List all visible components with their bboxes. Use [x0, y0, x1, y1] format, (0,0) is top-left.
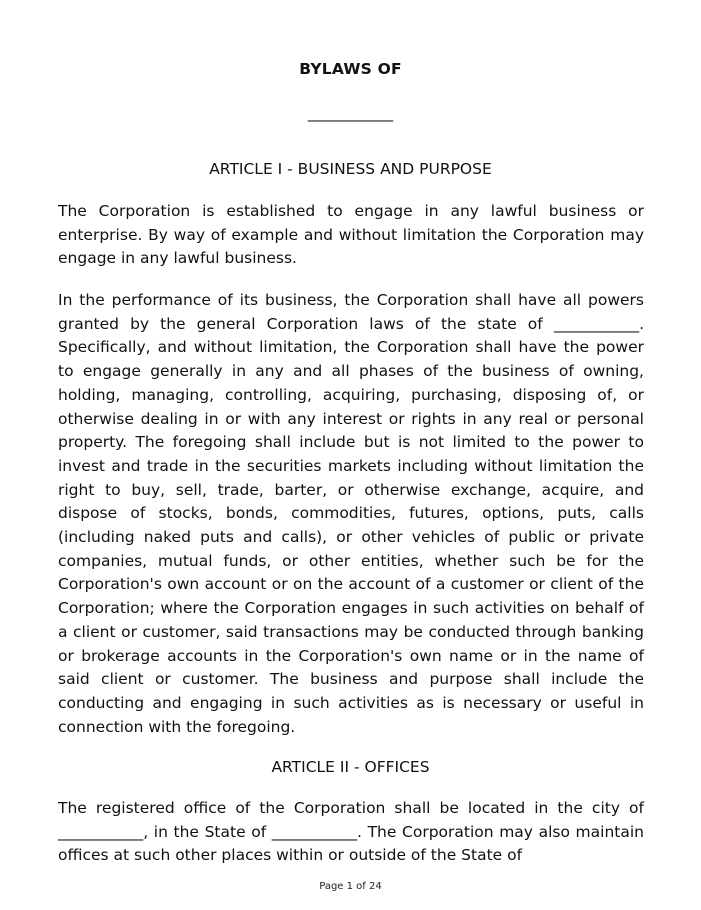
article-2-heading: ARTICLE II - OFFICES: [271, 758, 430, 776]
page-number-footer: Page 1 of 24: [319, 881, 382, 892]
article-1-paragraph-2: In the performance of its business, the Corporation shall have all powers granted by the general Corporation laws of the state of ___________. Specifically, and without limitation, the Corporation shall have the power to engage generally in any and all phases of the business of owning, holding, managing, controlling, acquiring, purchasing, disposing of, or otherwise dealing in or with any interest or rights in any real or personal property. The foregoing shall include but is not limited to the power to invest and trade in the securities markets including without limitation the right to buy, sell, trade, barter, or otherwise exchange, acquire, and dispose of stocks, bonds, commodities, futures, options, puts, calls (including naked puts and calls), or other vehicles of public or private companies, mutual funds, or other entities, whether such be for the Corporation's own account or on the account of a customer or client of the Corporation; where the Corporation engages in such activities on behalf of a client or customer, said transactions may be conducted through banking or brokerage accounts in the Corporation's own name or in the name of said client or customer. The business and purpose shall include the conducting and engaging in such activities as is necessary or useful in connection with the foregoing.: [58, 291, 644, 736]
article-2-paragraph-1: The registered office of the Corporation shall be located in the city of ___________, in the State of ___________. The Corporation may also maintain offices at such other places within or outside of the State of: [58, 799, 644, 865]
corporation-name-blank: ___________: [307, 104, 394, 122]
article-1-paragraph-1: The Corporation is established to engage in any lawful business or enterprise. By way of example and without limitation the Corporation may engage in any lawful business.: [58, 202, 644, 268]
article-1-heading: ARTICLE I - BUSINESS AND PURPOSE: [209, 160, 492, 178]
document-title: BYLAWS OF: [299, 60, 402, 78]
